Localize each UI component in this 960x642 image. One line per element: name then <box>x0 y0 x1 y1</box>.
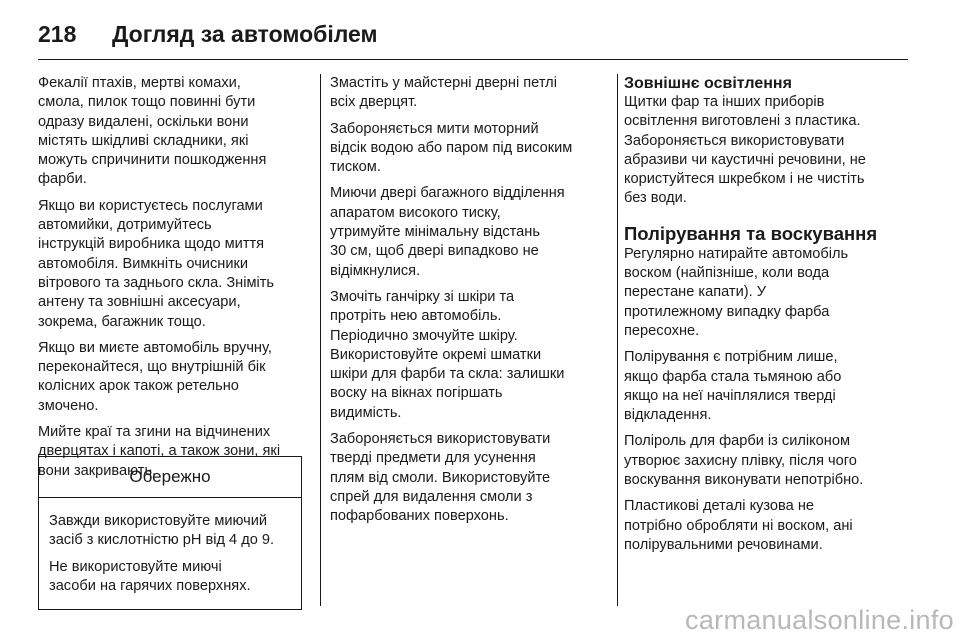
paragraph: Змочіть ганчірку зі шкіри та протріть нею автомобіль. Періодично змочуйте шкіру. Використовуйте окремі шматки шкіри для фарби та скла: залишки воску на вікнах погіршать видимість. <box>330 288 565 421</box>
paragraph: Регулярно натирайте автомобіль воском (найпізніше, коли вода перестане капати). У протилежному випадку фарба пересохне. <box>624 245 849 339</box>
paragraph: Якщо ви миєте автомобіль вручну, переконайтеся, що внутрішній бік колісних арок також ретельно змочено. <box>38 339 272 414</box>
paragraph: Полірування є потрібним лише, якщо фарба стала тьмяною або якщо на неї начіплялися тверді відкладення. <box>624 349 842 424</box>
paragraph: Фекалії птахів, мертві комахи, смола, пилок тощо повинні бути одразу видалені, оскільки вони містять шкідливі складники, які можуть спричинити пошкодження фарби. <box>38 75 267 188</box>
column-2 <box>330 74 608 534</box>
chapter-title: Догляд за автомобілем <box>112 20 378 47</box>
warning-box <box>38 456 302 610</box>
column-divider <box>320 74 321 606</box>
section-heading-exterior-lights: Зовнішнє освітлення <box>624 75 792 92</box>
warning-title: Обережно <box>39 457 301 498</box>
paragraph: Завжди використовуйте миючий засіб з кислотністю pH від 4 до 9. <box>49 513 275 549</box>
warning-body <box>39 498 301 609</box>
page-number: 218 <box>38 20 77 47</box>
paragraph: Забороняється мити моторний відсік водою або паром під високим тиском. <box>330 120 573 176</box>
paragraph: Якщо ви користуєтесь послугами автомийки, дотримуйтесь інструкцій виробника щодо миття автомобіля. Вимкніть очисники вітрового та заднього скла. Зніміть антену та зовнішні аксесуари, зокрема, багажник тощо. <box>38 197 275 330</box>
page-header <box>38 14 378 54</box>
paragraph: Не використовуйте миючі засоби на гарячих поверхнях. <box>49 558 251 594</box>
paragraph: Забороняється використовувати тверді предмети для усунення плям від смоли. Використовуйте спрей для видалення смоли з пофарбованих поверхонь. <box>330 431 551 525</box>
paragraph: Змастіть у майстерні дверні петлі всіх дверцят. <box>330 75 557 111</box>
paragraph: Миючи двері багажного відділення апаратом високого тиску, утримуйте мінімальну відстань 30 см, щоб двері випадково не відімкнулися. <box>330 185 565 279</box>
column-1 <box>38 74 306 488</box>
paragraph: Пластикові деталі кузова не потрібно обробляти ні воском, ані полірувальними речовинами. <box>624 498 853 553</box>
watermark: carmanualsonline.info <box>685 605 954 635</box>
header-rule <box>38 59 908 60</box>
column-divider <box>617 74 618 606</box>
paragraph: Щитки фар та інших приборів освітлення виготовлені з пластика. Забороняється використовувати абразиви чи каустичні речовини, не користуйтеся шкребком і не чистіть без води. <box>624 94 866 207</box>
column-3 <box>624 74 908 562</box>
paragraph: Поліроль для фарби із силіконом утворює захисну плівку, після чого воскування виконувати непотрібно. <box>624 433 864 489</box>
paragraph: Мийте краї та згини на відчинених дверцятах і капоті, а також зони, які вони закривають. <box>38 424 281 479</box>
section-heading-polishing: Полірування та воскування <box>624 222 878 244</box>
